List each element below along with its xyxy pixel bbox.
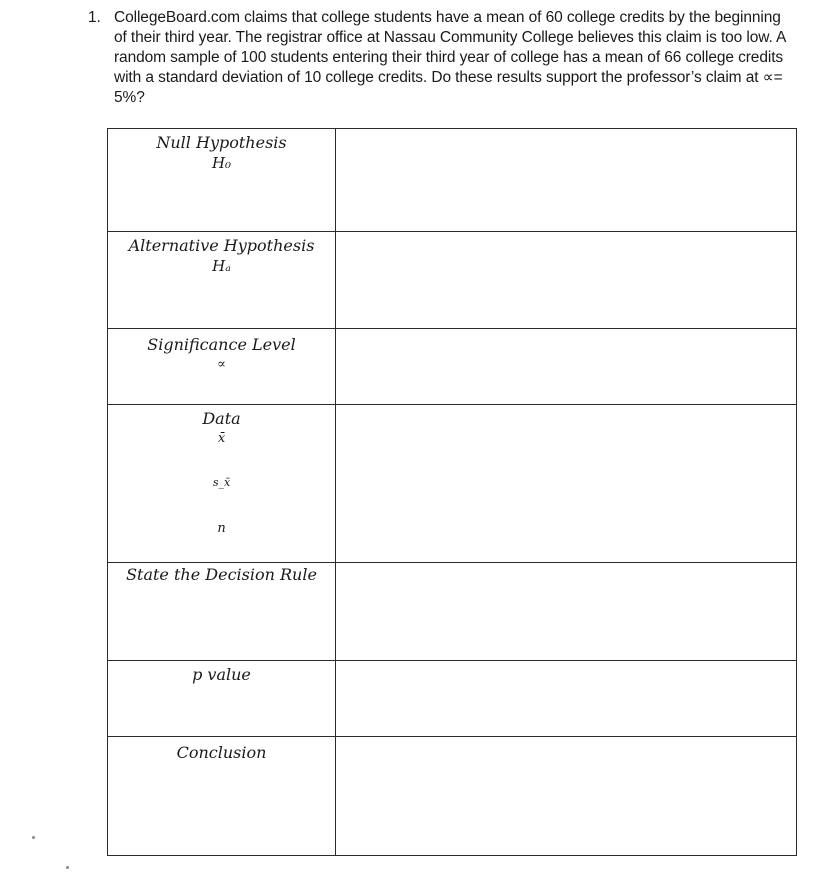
null-hypothesis-answer-cell[interactable] xyxy=(336,129,797,232)
sample-mean-symbol: x̄ xyxy=(217,431,226,446)
significance-level-symbol: ∝ xyxy=(217,357,226,372)
scan-speck-2 xyxy=(66,866,69,869)
null-hypothesis-symbol: H₀ xyxy=(211,154,232,172)
alternative-hypothesis-label-cell xyxy=(107,232,336,329)
p-value-label: p value xyxy=(192,665,251,684)
null-hypothesis-label: Null Hypothesis xyxy=(156,133,287,152)
question-block xyxy=(88,8,788,108)
decision-rule-label-cell xyxy=(107,563,336,661)
question-text: CollegeBoard.com claims that college students have a mean of 60 college credits by the beginning of their third year. The registrar office at Nassau Community College believes this claim is too low. A random sample of 100 students entering their third year of college has a mean of 66 college credits with a standard deviation of 10 college credits. Do these results support the professor’s claim at ∝= 5%? xyxy=(114,9,786,106)
alternative-hypothesis-label: Alternative Hypothesis xyxy=(128,236,315,255)
conclusion-answer-cell[interactable] xyxy=(336,737,797,855)
data-answer-cell[interactable] xyxy=(336,405,797,563)
scan-speck xyxy=(32,836,35,839)
table-row-significance-level xyxy=(107,328,797,405)
significance-level-label: Significance Level xyxy=(147,335,296,354)
question-number: 1. xyxy=(88,9,101,26)
hypothesis-test-table xyxy=(107,128,797,856)
table-row-decision-rule xyxy=(107,562,797,661)
table-row-null-hypothesis xyxy=(107,128,797,232)
decision-rule-answer-cell[interactable] xyxy=(336,563,797,661)
alternative-hypothesis-symbol: Hₐ xyxy=(212,257,231,275)
null-hypothesis-label-cell xyxy=(107,129,336,232)
significance-level-answer-cell[interactable] xyxy=(336,329,797,405)
conclusion-label-cell xyxy=(107,737,336,855)
data-label: Data xyxy=(202,409,241,428)
table-row-alternative-hypothesis xyxy=(107,231,797,329)
conclusion-label: Conclusion xyxy=(176,743,267,762)
standard-error-symbol: s_x̄ xyxy=(212,476,231,489)
significance-level-label-cell xyxy=(107,329,336,405)
alternative-hypothesis-answer-cell[interactable] xyxy=(336,232,797,329)
data-label-cell xyxy=(107,405,336,563)
table-row-conclusion xyxy=(107,736,797,856)
p-value-label-cell xyxy=(107,661,336,737)
p-value-answer-cell[interactable] xyxy=(336,661,797,737)
decision-rule-label: State the Decision Rule xyxy=(126,565,317,584)
sample-size-symbol: n xyxy=(217,521,226,536)
table-row-data xyxy=(107,404,797,563)
table-row-p-value xyxy=(107,660,797,737)
